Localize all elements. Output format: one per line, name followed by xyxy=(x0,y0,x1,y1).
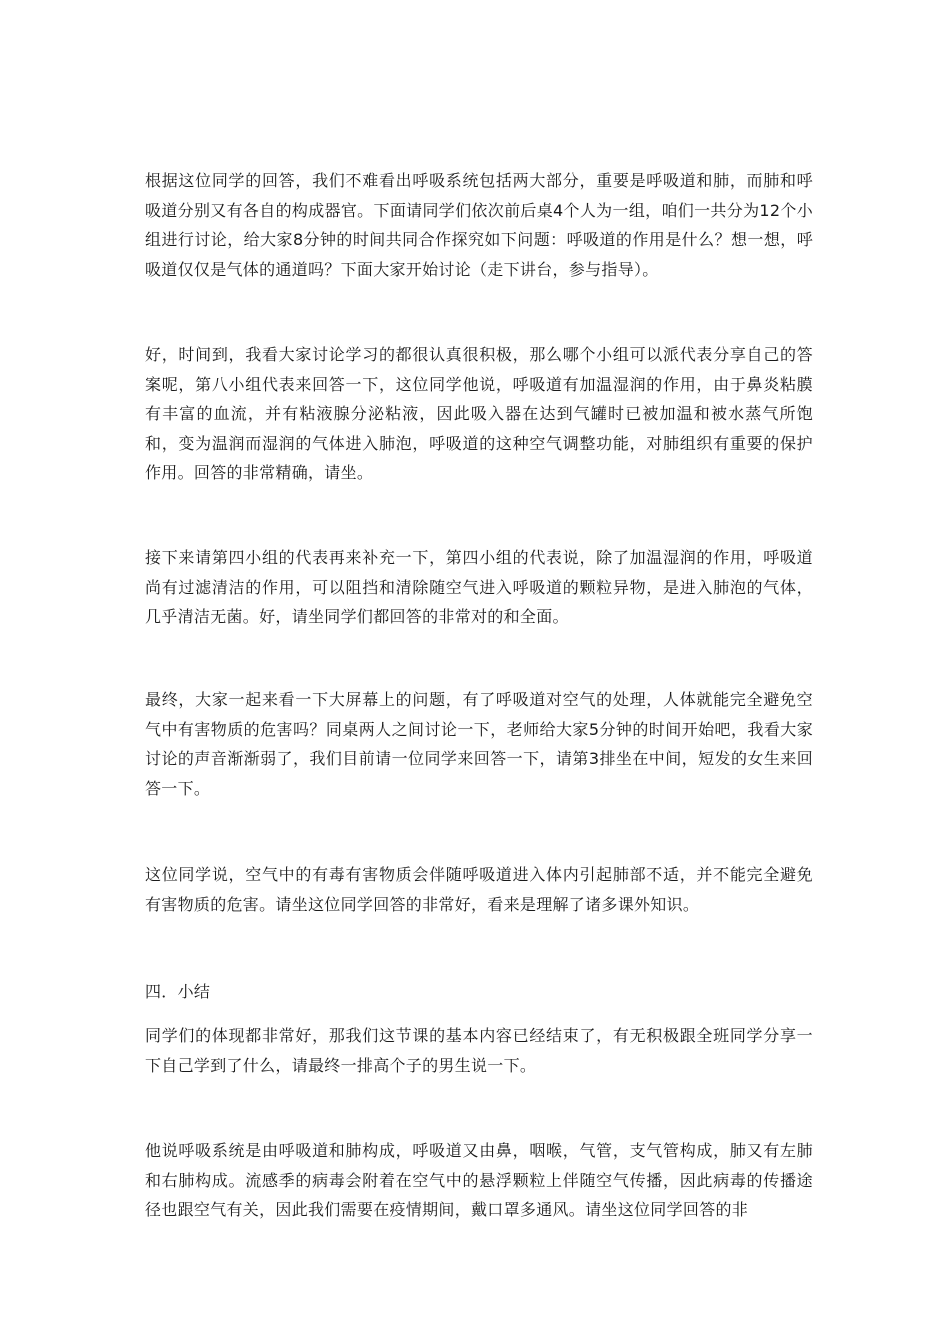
paragraph-group-eight-answer: 好，时间到，我看大家讨论学习的都很认真很积极，那么哪个小组可以派代表分享自己的答案呢，第八小组代表来回答一下，这位同学他说，呼吸道有加温湿润的作用，由于鼻炎粘膜有丰富的血流，并有粘液腺分泌粘液，因此吸入器在达到气罐时已被加温和被水蒸气所饱和，变为温润而湿润的气体进入肺泡，呼吸道的这种空气调整功能，对肺组织有重要的保护作用。回答的非常精确，请坐。 xyxy=(145,345,813,482)
paragraph-group-discussion: 根据这位同学的回答，我们不难看出呼吸系统包括两大部分，重要是呼吸道和肺，而肺和呼吸道分别又有各自的构成器官。下面请同学们依次前后桌4个人为一组，咱们一共分为12个小组进行讨论，给大家8分钟的时间共同合作探究如下问题：呼吸道的作用是什么？想一想，呼吸道仅仅是气体的通道吗？下面大家开始讨论（走下讲台，参与指导）。 xyxy=(145,171,813,279)
paragraph-group-four-answer: 接下来请第四小组的代表再来补充一下，第四小组的代表说，除了加温湿润的作用，呼吸道尚有过滤清洁的作用，可以阻挡和清除随空气进入呼吸道的颗粒异物，是进入肺泡的气体，几乎清洁无菌。好，请坐同学们都回答的非常对的和全面。 xyxy=(145,548,813,626)
section-heading-summary: 四．小结 xyxy=(145,982,211,1001)
paragraph-student-answer: 这位同学说，空气中的有毒有害物质会伴随呼吸道进入体内引起肺部不适，并不能完全避免有害物质的危害。请坐这位同学回答的非常好，看来是理解了诸多课外知识。 xyxy=(145,865,813,914)
paragraph-harmful-substances-question: 最终，大家一起来看一下大屏幕上的问题，有了呼吸道对空气的处理，人体就能完全避免空气中有害物质的危害吗？同桌两人之间讨论一下，老师给大家5分钟的时间开始吧，我看大家讨论的声音渐渐弱了，我们目前请一位同学来回答一下，请第3排坐在中间，短发的女生来回答一下。 xyxy=(145,690,813,798)
paragraph-summary-answer: 他说呼吸系统是由呼吸道和肺构成，呼吸道又由鼻，咽喉，气管，支气管构成，肺又有左肺和右肺构成。流感季的病毒会附着在空气中的悬浮颗粒上伴随空气传播，因此病毒的传播途径也跟空气有关，因此我们需要在疫情期间，戴口罩多通风。请坐这位同学回答的非 xyxy=(145,1141,813,1219)
paragraph-summary-prompt: 同学们的体现都非常好，那我们这节课的基本内容已经结束了，有无积极跟全班同学分享一下自己学到了什么，请最终一排高个子的男生说一下。 xyxy=(145,1026,813,1075)
